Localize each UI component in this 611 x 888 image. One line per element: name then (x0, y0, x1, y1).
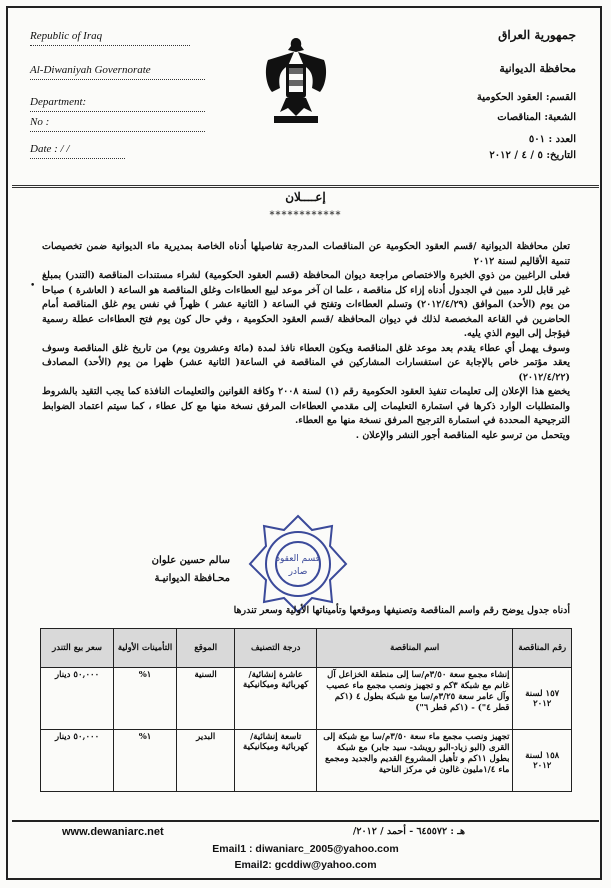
notice-body (42, 240, 570, 443)
cell-number: ١٥٨ لسنة ٢٠١٢ (513, 730, 572, 792)
official-stamp-icon (246, 512, 350, 616)
letterhead-governorate-ar: محافظة الديوانية (499, 62, 576, 75)
notice-stars: ************ (269, 210, 342, 221)
header-grade: درجة التصنيف (235, 629, 317, 668)
notice-title: إعــــلان (285, 190, 326, 204)
iraq-eagle-emblem-icon (258, 30, 334, 130)
cell-price: ٥٠,٠٠٠ دينار (41, 730, 114, 792)
stamp-word: قسم العقود (276, 554, 320, 564)
notice-paragraph: فعلى الراغبين من ذوي الخبرة والاختصاص مراجعة ديوان المحافظة (قسم العقود الحكومية) لشراء مستندات المناقصة (التندر) بمبلغ غير قابل للرد مبين في الجدول أدناه إزاء كل مناقصة ، علما ان آخر موعد لبيع العطاءات وغلق المناقصة هو الساعة ( العاشرة ) صباحا من يوم (الأحد) الموافق (٢٠١٢/٤/٢٩) وتسلم العطاءات وتفتح في الساعة ( الثانية عشر ) ظهراً في نفس يوم غلق المناقصة أمام الحاضرين في القاعة المخصصة لذلك في ديوان المحافظة /قسم العقود الحكومية ، وفي حال كون يوم فتح العطاءات عطلة رسمية فيؤجل إلى اليوم الذي يليه. (42, 270, 571, 339)
letterhead-republic-ar: جمهورية العراق (498, 28, 576, 42)
table-row (41, 730, 572, 792)
letterhead-section-ar: الشعبة: المناقصات (497, 112, 576, 123)
table-header-row (41, 629, 572, 668)
cell-location: السنية (176, 668, 235, 730)
dotted-line (30, 45, 190, 46)
cell-insurance: ١% (114, 668, 177, 730)
letterhead-date-ar: التاريخ: ٥ / ٤ / ٢٠١٢ (489, 150, 576, 161)
cell-grade: تاسعة إنشائية/ كهربائية وميكانيكية (235, 730, 317, 792)
tender-table (40, 628, 572, 792)
margin-dot: • (30, 281, 36, 291)
footer-email-2: Email2: gcddiw@yahoo.com (234, 859, 377, 871)
letterhead-department-en: Department: (30, 96, 87, 108)
footer-email-1: Email1 : diwaniarc_2005@yahoo.com (212, 843, 399, 855)
dotted-line (30, 79, 205, 80)
cell-name: إنشاء مجمع سعة ٣/٥٠م/سا إلى منطقة الخزاعل آل غانم مع شبكة ٣كم و تجهيز ونصب مجمع ماء عصيب وآل عامر سعة ٣/٢٥م/سا مع شبكة بطول ٤ (١كم قطر ٤") - (١كم قطر ٦") (316, 668, 513, 730)
header-name: اسم المناقصة (316, 629, 513, 668)
footer-ref: هـ : ٦٤٥٥٧٢ - أحمد / ٢٠١٢/ (352, 826, 465, 837)
cell-number: ١٥٧ لسنة ٢٠١٢ (513, 668, 572, 730)
signatory-title: محـافظة الديوانيـة (154, 573, 230, 584)
notice-paragraph: تعلن محافظة الديوانية /قسم العقود الحكومية عن المناقصات المدرجة تفاصيلها أدناه الخاصة بمديرية ماء الديوانية ضمن تخصيصات تنمية الأقاليم لسنة ٢٠١٢ (42, 241, 570, 267)
dotted-line (30, 111, 205, 112)
header-insurance: التأمينات الأولية (114, 629, 177, 668)
letterhead-republic-en: Republic of Iraq (30, 30, 103, 42)
stamp-word: صادر (288, 567, 308, 577)
letterhead-department-ar: القسم: العقود الحكومية (476, 92, 576, 103)
letterhead-date-en: Date : / / (30, 143, 70, 155)
cell-location: البدير (176, 730, 235, 792)
footer-separator (12, 820, 599, 822)
header-location: الموقع (176, 629, 235, 668)
cell-price: ٥٠,٠٠٠ دينار (41, 668, 114, 730)
cell-grade: عاشرة إنشائية/ كهربائية وميكانيكية (235, 668, 317, 730)
notice-paragraph: يخضع هذا الإعلان إلى تعليمات تنفيذ العقود الحكومية رقم (١) لسنة ٢٠٠٨ وكافة القوانين والتعليمات النافذة كما يجب التقيد بالشروط والمتطلبات الوارد ذكرها في استمارة التعليمات إلى مقدمي العطاءات المرفق نسخة منها مع كل عطاء ، كما سيتم اعتماد الضوابط الترجيحية المحددة في استمارة الترجيح المرفق نسخة منها مع العطاء. (42, 386, 570, 426)
table-caption: أدناه جدول يوضح رقم واسم المناقصة وتصنيفها وموقعها وتأميناتها الأولية وسعر تندرها (233, 605, 570, 616)
header-number: رقم المناقصة (513, 629, 572, 668)
header-separator (12, 185, 599, 188)
header-price: سعر بيع التندر (41, 629, 114, 668)
notice-paragraph: وسوف يهمل أي عطاء يقدم بعد موعد غلق المناقصة ويكون العطاء نافذ لمدة (مائة وعشرون يوم) من تاريخ غلق المناقصة وسوف يعقد مؤتمر خاص بالإجابة عن استفسارات المشاركين في المناقصة في الساعة( الثانية عشر) ظهرا من يوم (الأحد) المصادف (٢٠١٢/٤/٢٢) (42, 342, 570, 383)
table-row (41, 668, 572, 730)
cell-name: تجهيز ونصب مجمع ماء سعة ٣/٥٠م/سا مع شبكة إلى القرى (البو زياد-البو رويشد- سيد جابر) مع شبكة بطول ١١كم و تأهيل المشروع القديم والجديد ومجمع ماء ١/٤مليون غالون في مركز الناحية (316, 730, 513, 792)
notice-paragraph: ويتحمل من ترسو عليه المناقصة أجور النشر والإعلان . (355, 429, 570, 441)
cell-insurance: ١% (114, 730, 177, 792)
signatory-name: سالم حسين علوان (151, 555, 230, 566)
footer-website: www.dewaniarc.net (62, 826, 164, 838)
letterhead-no-en: No : (30, 116, 50, 128)
signature-block (100, 552, 230, 588)
dotted-line (30, 131, 205, 132)
dotted-line (30, 158, 125, 159)
letterhead-governorate-en: Al-Diwaniyah Governorate (30, 64, 151, 76)
letterhead-number-ar: العدد : ٥٠١ (528, 134, 576, 145)
